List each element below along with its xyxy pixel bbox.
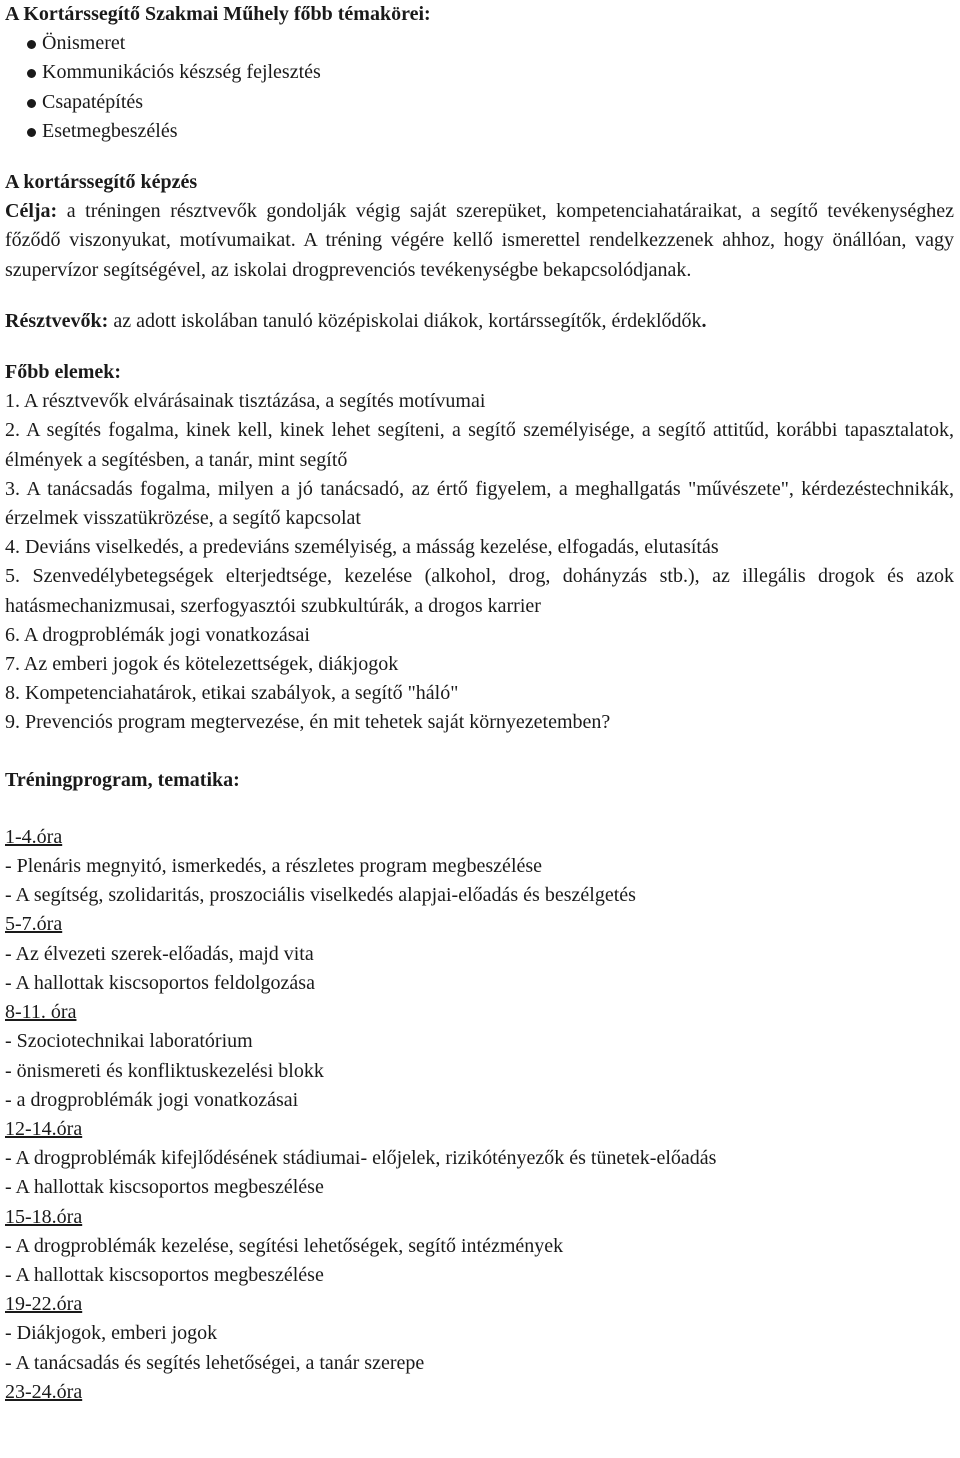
bullet-icon: [27, 99, 36, 108]
list-item: 8. Kompetenciahatárok, etikai szabályok, a segítő "háló": [5, 682, 459, 705]
session-block: [5, 823, 954, 911]
list-item: - A drogproblémák kezelése, segítési lehetőségek, segítő intézmények: [5, 1234, 564, 1257]
session-block: [5, 1290, 954, 1378]
session-block: [5, 1115, 954, 1203]
session-hours: 15-18.óra: [5, 1205, 83, 1228]
list-item: - Szociotechnikai laboratórium: [5, 1030, 253, 1053]
list-item: 7. Az emberi jogok és kötelezettségek, diákjogok: [5, 653, 399, 676]
participants-text: az adott iskolában tanuló középiskolai diákok, kortárssegítők, érdeklődők: [108, 309, 702, 332]
list-item: 4. Deviáns viselkedés, a predeviáns személyiség, a másság kezelése, elfogadás, elutasítás: [5, 536, 719, 559]
list-item: - Az élvezeti szerek-előadás, majd vita: [5, 942, 314, 965]
list-item: - A segítség, szolidaritás, proszociális viselkedés alapjai-előadás és beszélgetés: [5, 884, 636, 907]
program-heading: Tréningprogram, tematika:: [5, 768, 240, 791]
list-item: - A hallottak kiscsoportos megbeszélése: [5, 1176, 324, 1199]
session-hours: 1-4.óra: [5, 825, 63, 848]
list-item: 3. A tanácsadás fogalma, milyen a jó tanácsadó, az értő figyelem, a meghallgatás "művészete", kérdezéstechnikák, érzelmek visszatükrözése, a segítő kapcsolat: [5, 477, 954, 530]
elements-list: [5, 387, 954, 737]
participants-label: Résztvevők:: [5, 309, 109, 332]
list-item: Esetmegbeszélés: [5, 117, 954, 146]
session-hours: 12-14.óra: [5, 1117, 83, 1140]
bullet-icon: [27, 40, 36, 49]
list-item: Önismeret: [5, 29, 954, 58]
elements-heading: Főbb elemek:: [5, 361, 122, 384]
session-block: [5, 1378, 954, 1407]
program-schedule: [5, 823, 954, 1407]
participants-paragraph: Résztvevők: az adott iskolában tanuló középiskolai diákok, kortárssegítők, érdeklődők.: [5, 309, 707, 332]
list-item: - A hallottak kiscsoportos megbeszélése: [5, 1263, 324, 1286]
training-heading: A kortárssegítő képzés: [5, 171, 198, 194]
list-item: - A drogproblémák kifejlődésének stádiumai- előjelek, rizikótényezők és tünetek-előadás: [5, 1147, 717, 1170]
list-item: 9. Prevenciós program megtervezése, én mit tehetek saját környezetemben?: [5, 711, 611, 734]
session-block: [5, 910, 954, 998]
list-item: - önismereti és konfliktuskezelési blokk: [5, 1059, 324, 1082]
list-item: Kommunikációs készség fejlesztés: [5, 58, 954, 87]
goal-text: a tréningen résztvevők gondolják végig saját szerepüket, kompetenciahatáraikat, a segítő tevékenységhez főződő viszonyukat, motívumaikat. A tréning végére kellő ismerettel rendelkezzenek ahhoz, hogy önállóan, vagy szupervízor segítségével, az iskolai drogprevenciós tevékenységbe bekapcsolódjanak.: [5, 200, 954, 281]
session-hours: 5-7.óra: [5, 913, 63, 936]
workshop-topics-list: [5, 29, 954, 146]
list-item: - Diákjogok, emberi jogok: [5, 1322, 218, 1345]
list-item: - A tanácsadás és segítés lehetőségei, a tanár szerepe: [5, 1351, 425, 1374]
session-hours: 8-11. óra: [5, 1001, 77, 1024]
list-item: Csapatépítés: [5, 88, 954, 117]
list-item: 6. A drogproblémák jogi vonatkozásai: [5, 623, 310, 646]
bullet-icon: [27, 128, 36, 137]
training-goal-paragraph: [5, 197, 954, 285]
list-item: 5. Szenvedélybetegségek elterjedtsége, kezelése (alkohol, drog, dohányzás stb.), az illegális drogok és azok hatásmechanizmusai, szerfogyasztói szubkultúrák, a drogos karrier: [5, 565, 954, 617]
list-item: - Plenáris megnyitó, ismerkedés, a részletes program megbeszélése: [5, 855, 543, 878]
workshop-heading: A Kortárssegítő Szakmai Műhely főbb témakörei:: [5, 3, 431, 25]
goal-label: Célja:: [5, 200, 58, 223]
session-block: [5, 998, 954, 1115]
list-item: 2. A segítés fogalma, kinek kell, kinek lehet segíteni, a segítő személyisége, a segítő attitűd, korábbi tapasztalatok, élmények a segítésben, a tanár, mint segítő: [5, 419, 954, 471]
list-item: - A hallottak kiscsoportos feldolgozása: [5, 971, 315, 994]
session-hours: 19-22.óra: [5, 1293, 83, 1316]
bullet-icon: [27, 69, 36, 78]
list-item: 1. A résztvevők elvárásainak tisztázása, a segítés motívumai: [5, 390, 486, 413]
list-item: - a drogproblémák jogi vonatkozásai: [5, 1088, 299, 1111]
session-block: [5, 1203, 954, 1291]
session-hours: 23-24.óra: [5, 1380, 83, 1403]
